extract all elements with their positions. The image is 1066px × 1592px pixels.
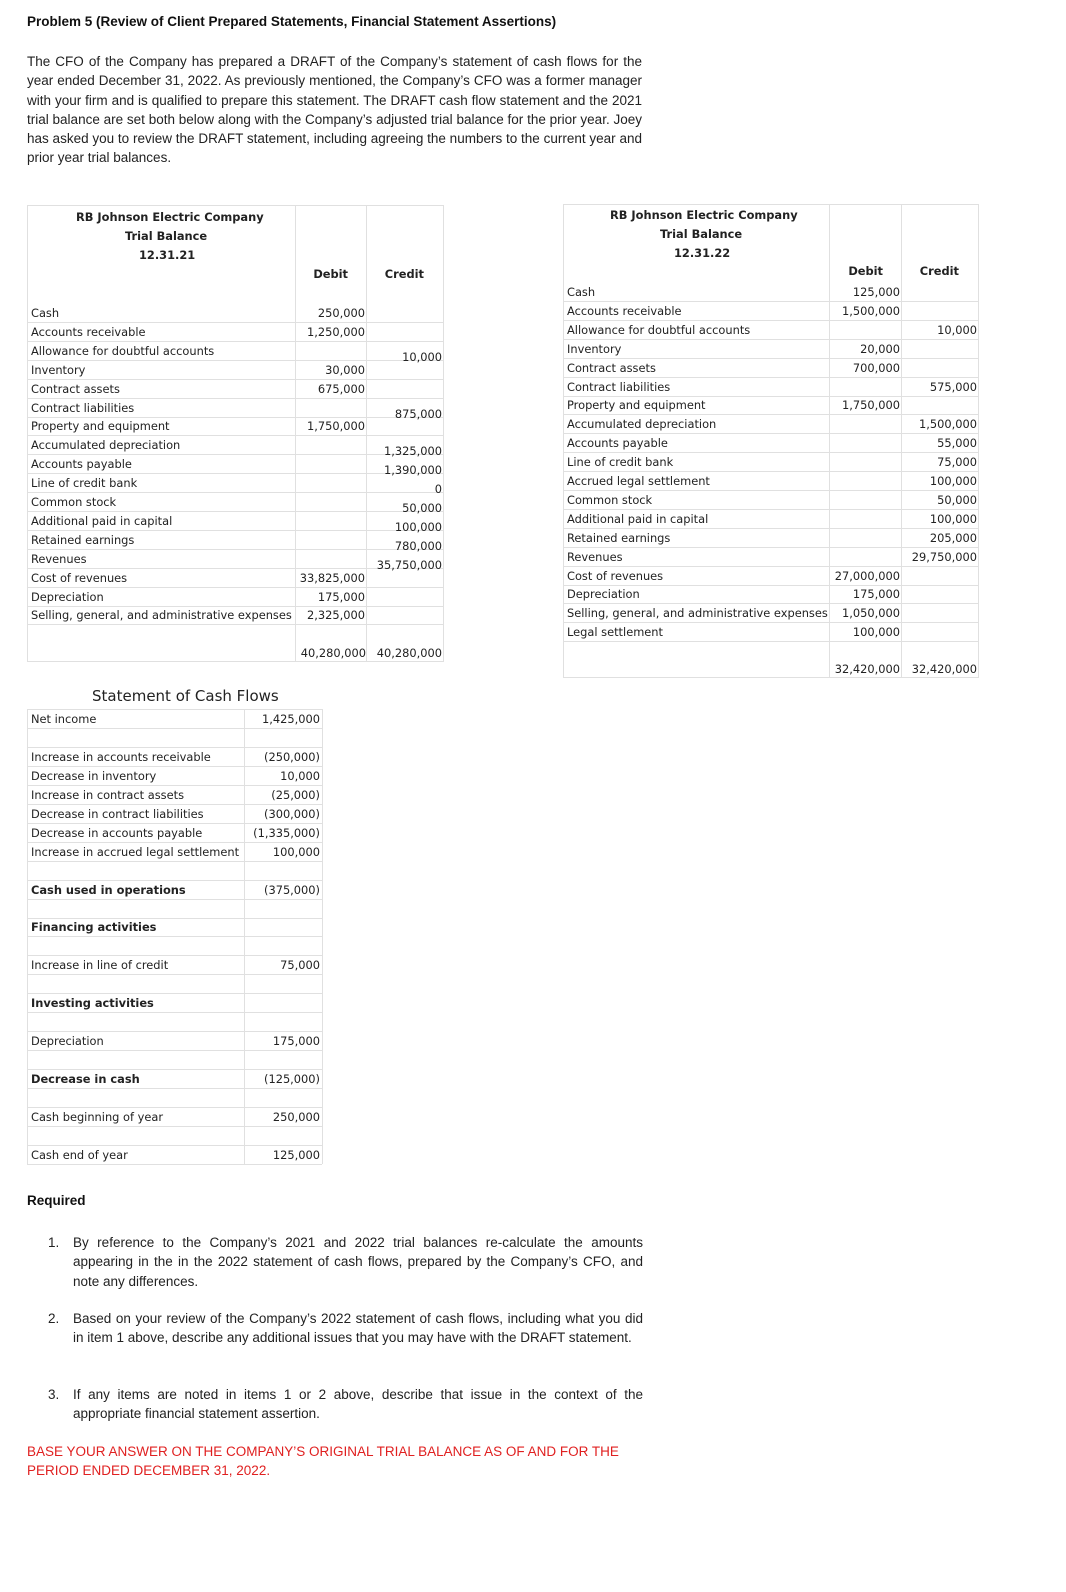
tb2022-row bbox=[563, 622, 978, 642]
tb2022-row-label: Cash bbox=[567, 285, 596, 299]
tb2022-row-label: Accrued legal settlement bbox=[567, 474, 710, 488]
tb2022-row-debit: 700,000 bbox=[852, 360, 900, 375]
cash-flow-row bbox=[27, 993, 322, 1013]
tb2021-row-label: Accumulated depreciation bbox=[31, 438, 181, 453]
tb2022-row-label: Depreciation bbox=[567, 587, 640, 602]
tb2021-date: 12.31.21 bbox=[139, 248, 196, 262]
tb2021-row-debit: 1,250,000 bbox=[307, 324, 365, 339]
tb2021-row-credit: 0 bbox=[434, 482, 442, 497]
tb2022-row bbox=[563, 377, 978, 397]
tb2021-row bbox=[27, 379, 443, 399]
tb2021-row-debit: 175,000 bbox=[317, 589, 365, 604]
tb2022-total-debit: 32,420,000 bbox=[834, 662, 900, 676]
cash-flow-row-label: Cash used in operations bbox=[31, 882, 186, 897]
tb2022-row-credit: 100,000 bbox=[929, 511, 977, 526]
tb2021-row-label: Selling, general, and administrative expenses bbox=[31, 608, 292, 623]
cash-flow-row-value: 100,000 bbox=[272, 844, 320, 859]
tb2022-company: RB Johnson Electric Company bbox=[610, 208, 798, 222]
tb2022-row-credit: 205,000 bbox=[929, 530, 977, 545]
tb2021-row bbox=[27, 549, 443, 569]
cash-flow-row bbox=[27, 899, 322, 919]
tb2022-row bbox=[563, 282, 978, 302]
cash-flow-row-label: Decrease in contract liabilities bbox=[31, 806, 204, 821]
tb2022-row-credit: 1,500,000 bbox=[919, 417, 977, 432]
tb2022-total-credit: 32,420,000 bbox=[911, 662, 977, 676]
tb2022-row bbox=[563, 452, 978, 472]
tb2022-row-label: Line of credit bank bbox=[567, 455, 674, 470]
tb2021-company: RB Johnson Electric Company bbox=[76, 210, 264, 224]
tb2022-row bbox=[563, 320, 978, 340]
cash-flow-row-value: 10,000 bbox=[280, 768, 320, 783]
tb2021-row-label: Retained earnings bbox=[31, 532, 135, 547]
problem-title: Problem 5 (Review of Client Prepared Statements, Financial Statement Assertions) bbox=[27, 14, 557, 29]
tb2021-row bbox=[27, 568, 443, 588]
tb2022-row bbox=[563, 603, 978, 623]
tb2022-row-debit: 1,050,000 bbox=[842, 606, 900, 621]
cash-flow-row bbox=[27, 728, 322, 748]
tb2022-row bbox=[563, 547, 978, 567]
required-item-1-number: 1. bbox=[48, 1235, 60, 1250]
cash-flow-row bbox=[27, 955, 322, 975]
cash-flow-row-label: Increase in accounts receivable bbox=[31, 749, 211, 764]
tb2022-row-credit: 10,000 bbox=[937, 322, 977, 337]
tb2022-row bbox=[563, 490, 978, 510]
tb2021-row-label: Contract liabilities bbox=[31, 400, 135, 415]
tb2022-credit-header: Credit bbox=[919, 264, 959, 278]
tb2021-row-label: Cost of revenues bbox=[31, 570, 128, 585]
tb2022-row-debit: 175,000 bbox=[852, 587, 900, 602]
cash-flow-row bbox=[27, 747, 322, 767]
tb2021-row-label: Common stock bbox=[31, 495, 117, 509]
cash-flow-row bbox=[27, 1050, 322, 1070]
tb2022-row bbox=[563, 584, 978, 604]
tb2022-row-label: Accounts receivable bbox=[567, 303, 682, 318]
tb2021-row-label: Cash bbox=[31, 306, 60, 320]
tb2021-row bbox=[27, 530, 443, 550]
required-item-3 bbox=[48, 1385, 643, 1424]
tb2021-row-label: Additional paid in capital bbox=[31, 513, 173, 528]
tb2022-row-credit: 50,000 bbox=[937, 492, 977, 507]
tb2021-row bbox=[27, 473, 443, 493]
tb2021-row bbox=[27, 511, 443, 531]
cash-flow-row bbox=[27, 823, 322, 843]
cash-flow-row-value: 175,000 bbox=[272, 1034, 320, 1049]
tb2022-row-debit: 125,000 bbox=[852, 285, 900, 299]
tb2021-row-label: Revenues bbox=[31, 551, 87, 566]
tb2022-row-debit: 100,000 bbox=[852, 625, 900, 640]
tb2021-row-label: Contract assets bbox=[31, 381, 120, 396]
cash-flow-row bbox=[27, 917, 322, 937]
tb2022-date: 12.31.22 bbox=[674, 246, 731, 260]
cash-flow-row bbox=[27, 1145, 322, 1165]
tb2021-row-credit: 35,750,000 bbox=[376, 557, 442, 572]
tb2021-row-debit: 33,825,000 bbox=[299, 570, 365, 585]
tb2021-debit-header: Debit bbox=[313, 267, 348, 281]
tb2021-row bbox=[27, 341, 443, 361]
tb2022-row-label: Additional paid in capital bbox=[567, 511, 709, 526]
tb2022-row bbox=[563, 433, 978, 453]
cash-flow-row-value: 1,425,000 bbox=[262, 712, 320, 726]
tb2021-row-credit: 50,000 bbox=[402, 501, 442, 515]
required-item-3-text: If any items are noted in items 1 or 2 above, describe that issue in the context of the appropriate financial statement assertion. bbox=[73, 1387, 643, 1422]
tb2022-row-credit: 100,000 bbox=[929, 474, 977, 488]
cash-flow-row-label: Decrease in accounts payable bbox=[31, 825, 203, 840]
cash-flow-row-label: Cash beginning of year bbox=[31, 1109, 164, 1124]
cash-flow-row-label: Increase in accrued legal settlement bbox=[31, 844, 240, 859]
cash-flow-row bbox=[27, 804, 322, 824]
cash-flow-row bbox=[27, 709, 322, 729]
tb2022-row-label: Contract assets bbox=[567, 360, 656, 375]
tb2021-row bbox=[27, 605, 443, 625]
tb2022-row-label: Cost of revenues bbox=[567, 568, 664, 583]
required-item-1-text: By reference to the Company’s 2021 and 2022 trial balances re-calculate the amounts appearing in the in the 2022 statement of cash flows, prepared by the Company’s CFO, and note any differences. bbox=[73, 1235, 643, 1289]
cash-flow-row-label: Cash end of year bbox=[31, 1147, 128, 1162]
cash-flow-row-label: Financing activities bbox=[31, 920, 157, 935]
tb2021-row bbox=[27, 360, 443, 380]
tb2022-row-debit: 1,750,000 bbox=[842, 398, 900, 413]
cash-flow-row bbox=[27, 785, 322, 805]
cash-flow-row bbox=[27, 880, 322, 900]
tb2021-row bbox=[27, 398, 443, 418]
cash-flow-row-value: (125,000) bbox=[264, 1072, 320, 1087]
cash-flow-row bbox=[27, 1031, 322, 1051]
tb2022-row-label: Inventory bbox=[567, 341, 622, 356]
tb2022-row bbox=[563, 566, 978, 586]
tb2022-row-label: Allowance for doubtful accounts bbox=[567, 322, 751, 337]
tb2022-row-label: Common stock bbox=[567, 492, 653, 507]
tb2021-row-credit: 780,000 bbox=[394, 538, 442, 553]
tb2021-row-label: Allowance for doubtful accounts bbox=[31, 343, 215, 358]
required-item-2 bbox=[48, 1309, 643, 1348]
cash-flow-row bbox=[27, 936, 322, 956]
tb2022-row-debit: 27,000,000 bbox=[834, 568, 900, 583]
cash-flow-row bbox=[27, 1126, 322, 1146]
tb2021-row-debit: 2,325,000 bbox=[307, 608, 365, 623]
cash-flow-row-label: Increase in line of credit bbox=[31, 958, 169, 973]
tb2021-row bbox=[27, 454, 443, 474]
cash-flow-row-value: (375,000) bbox=[264, 882, 320, 897]
tb2021-row bbox=[27, 416, 443, 436]
tb2022-row-debit: 1,500,000 bbox=[842, 303, 900, 318]
tb2022-row-label: Legal settlement bbox=[567, 625, 663, 640]
cash-flow-row-label: Investing activities bbox=[31, 996, 154, 1011]
cash-flow-row-value: 125,000 bbox=[272, 1147, 320, 1162]
tb2021-subtitle: Trial Balance bbox=[125, 229, 208, 243]
tb2021-row-credit: 875,000 bbox=[394, 406, 442, 421]
tb2021-row-debit: 30,000 bbox=[325, 362, 365, 377]
cash-flow-row-label: Depreciation bbox=[31, 1034, 104, 1049]
intro-paragraph: The CFO of the Company has prepared a DRAFT of the Company’s statement of cash flows for the year ended December 31, 2022. As previously mentioned, the Company’s CFO was a former manager with your firm and is qualified to prepare this statement. The DRAFT cash flow statement and the 2021 trial balance are set both below along with the Company’s adjusted trial balance for the prior year. Joey has asked you to review the DRAFT statement, including agreeing the numbers to the current year and prior year trial balances. bbox=[27, 54, 642, 166]
tb2021-row-credit: 100,000 bbox=[394, 519, 442, 534]
cash-flow-row-value: (250,000) bbox=[264, 749, 320, 764]
tb2021-row-label: Property and equipment bbox=[31, 419, 170, 434]
cash-flow-row bbox=[27, 1107, 322, 1127]
cash-flow-row-label: Decrease in cash bbox=[31, 1072, 140, 1087]
cash-flow-row-label: Net income bbox=[31, 712, 97, 726]
tb2022-row-label: Selling, general, and administrative expenses bbox=[567, 606, 828, 621]
tb2022-row-label: Accounts payable bbox=[567, 436, 668, 451]
required-heading: Required bbox=[27, 1193, 86, 1208]
cash-flow-row bbox=[27, 861, 322, 881]
cash-flow-row-label: Increase in contract assets bbox=[31, 787, 185, 802]
tb2022-row bbox=[563, 395, 978, 415]
tb2021-row bbox=[27, 322, 443, 342]
tb2022-row-credit: 575,000 bbox=[929, 379, 977, 394]
tb2022-row bbox=[563, 301, 978, 321]
tb2021-row-label: Accounts payable bbox=[31, 457, 132, 472]
tb2021-row bbox=[27, 492, 443, 512]
tb2021-row-label: Accounts receivable bbox=[31, 324, 146, 339]
tb2022-row-credit: 55,000 bbox=[937, 436, 977, 451]
tb2022-row-debit: 20,000 bbox=[860, 341, 900, 356]
cash-flow-row bbox=[27, 1012, 322, 1032]
required-item-3-number: 3. bbox=[48, 1387, 60, 1402]
tb2022-row bbox=[563, 471, 978, 491]
cash-flow-row-value: 75,000 bbox=[280, 958, 320, 973]
tb2022-subtitle: Trial Balance bbox=[660, 227, 743, 241]
tb2022-row-label: Retained earnings bbox=[567, 530, 671, 545]
tb2021-row-label: Inventory bbox=[31, 362, 86, 377]
tb2021-row-debit: 250,000 bbox=[317, 306, 365, 320]
cash-flow-row bbox=[27, 1088, 322, 1108]
cash-flow-title: Statement of Cash Flows bbox=[92, 687, 279, 705]
cash-flow-row bbox=[27, 1069, 322, 1089]
cash-flow-row-value: (300,000) bbox=[264, 806, 320, 821]
base-answer-note: BASE YOUR ANSWER ON THE COMPANY’S ORIGINAL TRIAL BALANCE AS OF AND FOR THE PERIOD ENDED DECEMBER 31, 2022. bbox=[27, 1444, 619, 1479]
tb2022-row-label: Accumulated depreciation bbox=[567, 417, 717, 432]
required-item-2-text: Based on your review of the Company’s 2022 statement of cash flows, including what you did in item 1 above, describe any additional issues that you may have with the DRAFT statement. bbox=[73, 1311, 643, 1346]
tb2022-row-credit: 75,000 bbox=[937, 455, 977, 470]
required-item-1 bbox=[48, 1233, 643, 1291]
tb2022-debit-header: Debit bbox=[848, 264, 883, 278]
tb2022-row-credit: 29,750,000 bbox=[911, 549, 977, 564]
tb2021-total-credit: 40,280,000 bbox=[376, 646, 442, 660]
tb2022-row bbox=[563, 339, 978, 359]
required-item-2-number: 2. bbox=[48, 1311, 60, 1326]
tb2021-row-label: Depreciation bbox=[31, 589, 104, 604]
tb2021-row-label: Line of credit bank bbox=[31, 476, 138, 491]
tb2021-credit-header: Credit bbox=[384, 267, 424, 281]
cash-flow-row bbox=[27, 766, 322, 786]
tb2021-row-credit: 1,325,000 bbox=[384, 444, 442, 459]
tb2022-row bbox=[563, 414, 978, 434]
tb2022-row bbox=[563, 509, 978, 529]
cash-flow-row-value: (25,000) bbox=[271, 787, 320, 802]
tb2021-row bbox=[27, 303, 443, 323]
tb2022-row-label: Contract liabilities bbox=[567, 379, 671, 394]
cash-flow-row bbox=[27, 842, 322, 862]
tb2021-row-credit: 10,000 bbox=[402, 349, 442, 364]
tb2022-row-label: Revenues bbox=[567, 549, 623, 564]
tb2022-row-label: Property and equipment bbox=[567, 398, 706, 413]
tb2022-row bbox=[563, 358, 978, 378]
cash-flow-row-value: 250,000 bbox=[272, 1109, 320, 1124]
tb2022-row bbox=[563, 528, 978, 548]
tb2021-row-debit: 675,000 bbox=[317, 381, 365, 396]
tb2021-total-debit: 40,280,000 bbox=[300, 646, 366, 660]
cash-flow-row-value: (1,335,000) bbox=[253, 825, 320, 840]
cash-flow-row bbox=[27, 974, 322, 994]
tb2021-row bbox=[27, 587, 443, 607]
tb2021-row-debit: 1,750,000 bbox=[307, 419, 365, 434]
cash-flow-row-label: Decrease in inventory bbox=[31, 768, 157, 783]
tb2021-row-credit: 1,390,000 bbox=[384, 463, 442, 478]
tb2021-row bbox=[27, 435, 443, 455]
